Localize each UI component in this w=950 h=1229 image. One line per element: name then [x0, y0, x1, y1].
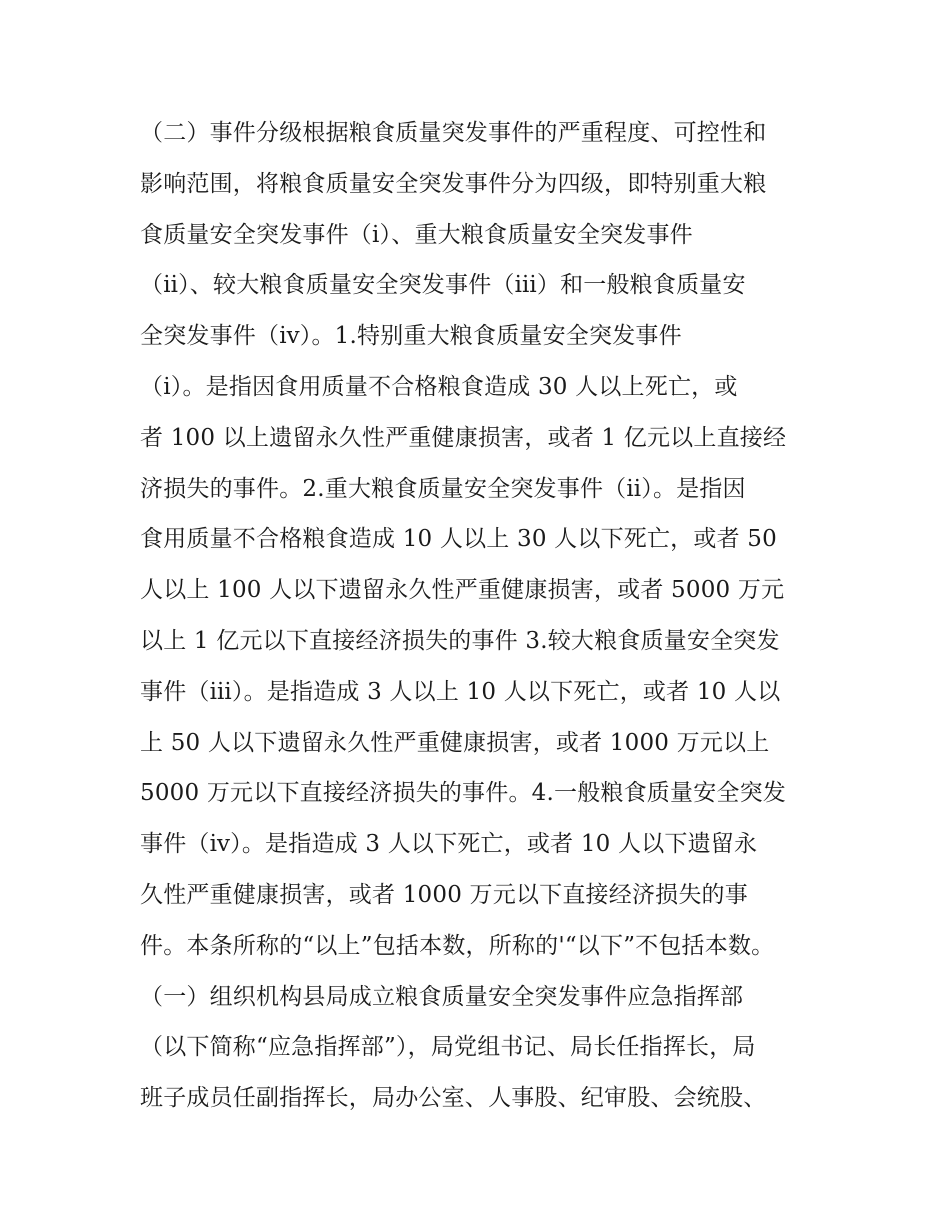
text-line: 上 50 人以下遗留永久性严重健康损害，或者 1000 万元以上 — [140, 729, 770, 756]
text-line: 食质量安全突发事件（ⅰ）、重大粮食质量安全突发事件 — [140, 221, 693, 248]
text-line: 济损失的事件。2.重大粮食质量安全突发事件（ⅱ）。是指因 — [140, 475, 746, 502]
text-line: 者 100 以上遗留永久性严重健康损害，或者 1 亿元以上直接经 — [140, 424, 787, 451]
text-line: 事件（ⅳ）。是指造成 3 人以下死亡，或者 10 人以下遗留永 — [140, 831, 758, 858]
text-line: （以下简称“应急指挥部”），局党组书记、局长任指挥长，局 — [140, 1034, 756, 1061]
text-line: 影响范围，将粮食质量安全突发事件分为四级，即特别重大粮 — [140, 170, 767, 197]
text-line: （二）事件分级根据粮食质量突发事件的严重程度、可控性和 — [140, 120, 767, 146]
text-line: 以上 1 亿元以下直接经济损失的事件 3.较大粮食质量安全突发 — [140, 627, 780, 654]
text-line: （ⅰ）。是指因食用质量不合格粮食造成 30 人以上死亡，或 — [140, 373, 738, 400]
text-line: 久性严重健康损害，或者 1000 万元以下直接经济损失的事 — [140, 881, 748, 908]
document-body — [140, 108, 830, 1124]
text-line: 班子成员任副指挥长，局办公室、人事股、纪审股、会统股、 — [140, 1085, 767, 1112]
text-line: 食用质量不合格粮食造成 10 人以上 30 人以下死亡，或者 50 — [140, 526, 777, 553]
text-line: 5000 万元以下直接经济损失的事件。4.一般粮食质量安全突发 — [140, 780, 786, 807]
text-line: 全突发事件（ⅳ）。1.特别重大粮食质量安全突发事件 — [140, 323, 682, 350]
text-line: 件。本条所称的“以上”包括本数，所称的'“以下”不包括本数。 — [140, 932, 775, 959]
text-line: 人以上 100 人以下遗留永久性严重健康损害，或者 5000 万元 — [140, 577, 785, 604]
text-line: （一）组织机构县局成立粮食质量安全突发事件应急指挥部 — [140, 983, 744, 1010]
text-line: （ⅱ）、较大粮食质量安全突发事件（ⅲ）和一般粮食质量安 — [140, 272, 746, 299]
text-line: 事件（ⅲ）。是指造成 3 人以上 10 人以下死亡，或者 10 人以 — [140, 678, 781, 705]
